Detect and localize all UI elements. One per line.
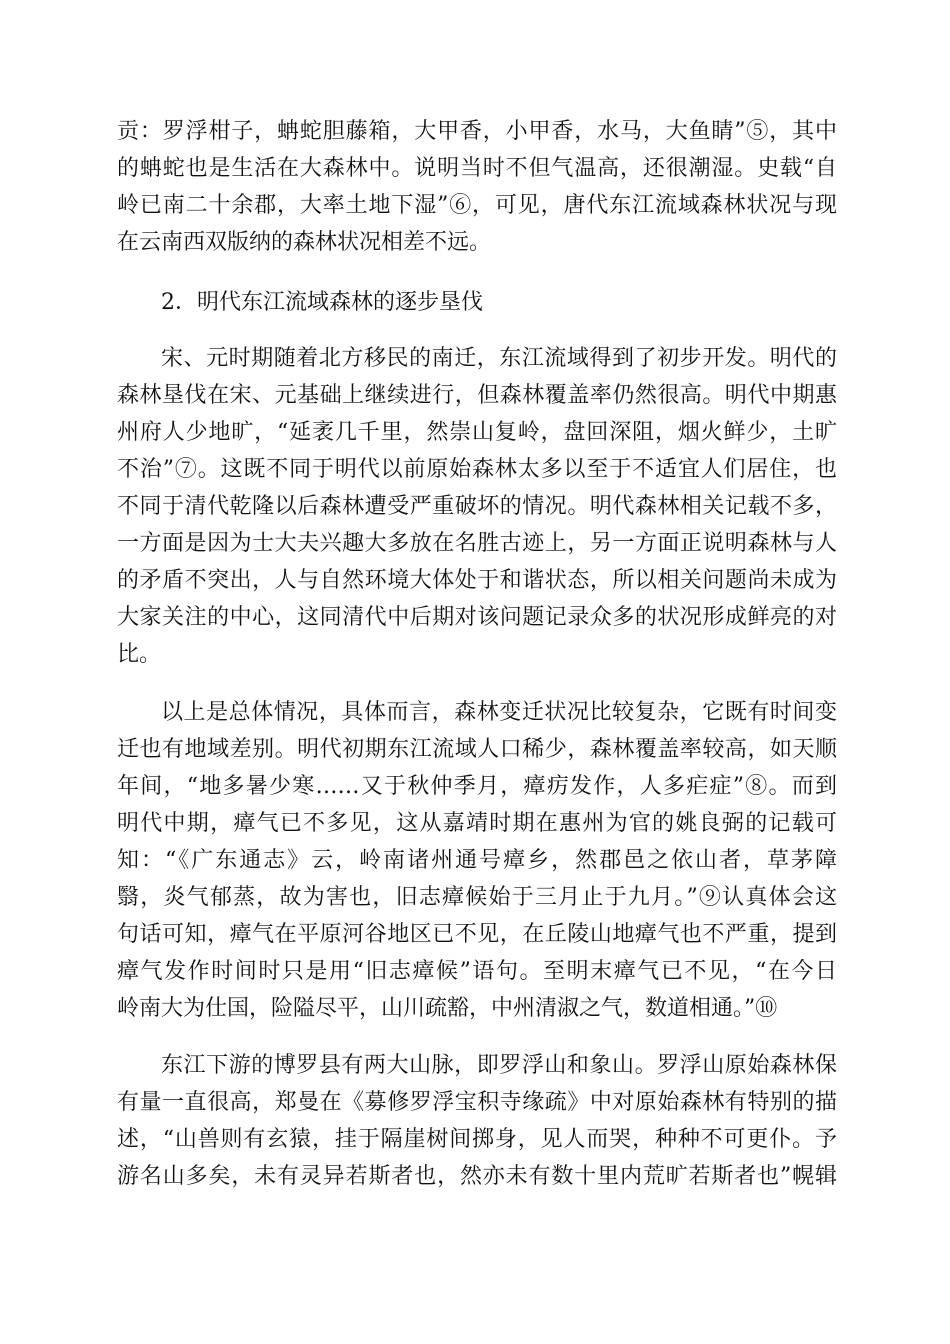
text-line: 的矛盾不突出，人与自然环境大体处于和谐状态，所以相关问题尚未成为	[117, 568, 837, 593]
text-line: 一方面是因为士大夫兴趣大多放在名胜古迹上，另一方面正说明森林与人	[117, 531, 837, 556]
text-line: 岭南大为仕国，险隘尽平，山川疏豁，中州清淑之气，数道相通。”⑩	[117, 996, 778, 1021]
text-line: 明代中期，瘴气已不多见，这从嘉靖时期在惠州为官的姚良弼的记载可	[117, 811, 837, 836]
text-line: 宋、元时期随着北方移民的南迁，东江流域得到了初步开发。明代的	[161, 346, 837, 371]
text-line: 森林垦伐在宋、元基础上继续进行，但森林覆盖率仍然很高。明代中期惠	[117, 383, 837, 408]
text-line: 瘴气发作时间时只是用“旧志瘴候”语句。至明末瘴气已不见，“在今日	[117, 959, 837, 984]
text-line: 岭已南二十余郡，大率土地下湿”⑥，可见，唐代东江流域森林状况与现	[117, 193, 837, 218]
text-line: 翳，炎气郁蒸，故为害也，旧志瘴候始于三月止于九月。”⑨认真体会这	[117, 885, 837, 910]
text-line: 不同于清代乾隆以后森林遭受严重破坏的情况。明代森林相关记载不多，	[117, 494, 837, 519]
section-heading: 2．明代东江流域森林的逐步垦伐	[161, 290, 483, 315]
text-line: 年间，“地多暑少寒……又于秋仲季月，瘴疠发作，人多疟症”⑧。而到	[117, 774, 837, 799]
text-line: 在云南西双版纳的森林状况相差不远。	[117, 230, 492, 255]
text-line: 以上是总体情况，具体而言，森林变迁状况比较复杂，它既有时间变	[161, 700, 837, 725]
text-line: 迁也有地域差别。明代初期东江流域人口稀少，森林覆盖率较高，如天顺	[117, 737, 837, 762]
text-line: 游名山多矣，未有灵异若斯者也，然亦未有数十里内荒旷若斯者也”幌辑	[117, 1164, 837, 1189]
text-line: 的蚺蛇也是生活在大森林中。说明当时不但气温高，还很潮湿。史载“自	[117, 156, 837, 181]
text-line: 不治”⑦。这既不同于明代以前原始森林太多以至于不适宜人们居住，也	[117, 457, 837, 482]
text-line: 东江下游的博罗县有两大山脉，即罗浮山和象山。罗浮山原始森林保	[161, 1053, 837, 1078]
text-line: 知：“《广东通志》云，岭南诸州通号瘴乡，然郡邑之依山者，草茅障	[117, 848, 837, 873]
text-line: 贡：罗浮柑子，蚺蛇胆藤箱，大甲香，小甲香，水马，大鱼睛”⑤，其中	[117, 119, 837, 144]
text-line: 有量一直很高，郑曼在《募修罗浮宝积寺缘疏》中对原始森林有特别的描	[117, 1090, 837, 1115]
text-line: 州府人少地旷，“延袤几千里，然崇山复岭，盘回深阻，烟火鲜少，土旷	[117, 420, 837, 445]
text-line: 大家关注的中心，这同清代中后期对该问题记录众多的状况形成鲜亮的对	[117, 605, 837, 630]
text-line: 比。	[117, 642, 162, 667]
text-line: 述，“山兽则有玄猿，挂于隔崖树间掷身，见人而哭，种种不可更仆。予	[117, 1127, 837, 1152]
text-line: 句话可知，瘴气在平原河谷地区已不见，在丘陵山地瘴气也不严重，提到	[117, 922, 837, 947]
